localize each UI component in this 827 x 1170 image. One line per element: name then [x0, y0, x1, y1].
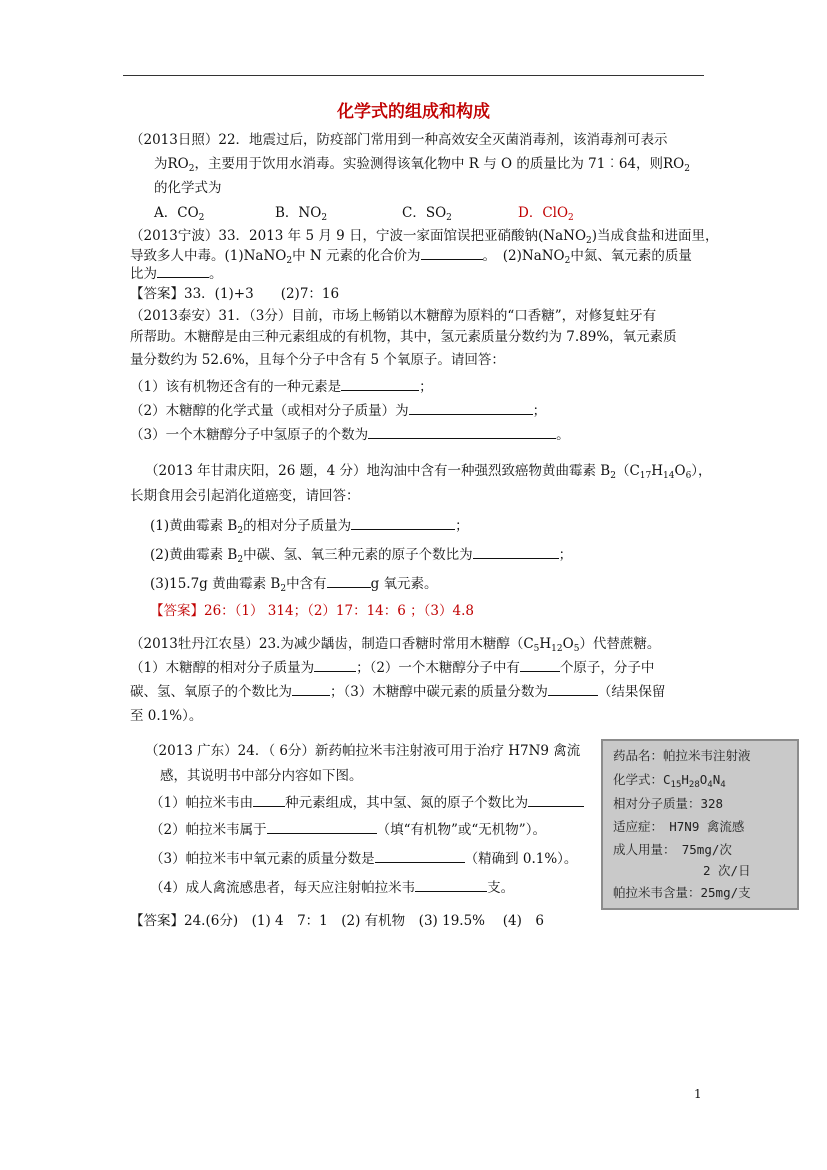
- q3-sub3: （3）一个木糖醇分子中氢原子的个数为 。: [130, 427, 570, 443]
- label-line-indication: 适应症： H7N9 禽流感: [613, 819, 745, 834]
- label-line-dosage: 成人用量： 75mg/次: [613, 842, 732, 857]
- page-title: 化学式的组成和构成: [337, 102, 490, 122]
- q1-option-b: B．$NO_2$: [275, 205, 328, 223]
- label-line-name: 药品名：帕拉米韦注射液: [613, 748, 751, 763]
- page-number: 1: [694, 1087, 702, 1101]
- q1-line2: 为$RO_2$，主要用于饮用水消毒。实验测得该氧化物中 R 与 O 的质量比为 71︰64，则$RO_2$: [154, 156, 690, 174]
- label-line-content: 帕拉米韦含量：25mg/支: [613, 885, 751, 900]
- header-rule: [123, 75, 704, 76]
- q6-line1: （2013 广东）24．（ 6分）新药帕拉米韦注射液可用于治疗 H7N9 禽流: [145, 743, 581, 759]
- q4-line1: （2013 年甘肃庆阳，26 题，4 分）地沟油中含有一种强烈致癌物黄曲霉素 $B_2(C_{17}H_{14}O_6)$，: [145, 463, 712, 481]
- q3-sub1: （1）该有机物还含有的一种元素是 ；: [130, 379, 433, 395]
- q2-line2: 导致多人中毒。(1)NaNO$_2$中 N 元素的化合价为 。 (2)NaNO$_2$中氮、氧元素的质量: [130, 248, 692, 266]
- q1-option-c: C．$SO_2$: [402, 205, 452, 223]
- q2-answer: 【答案】33．(1)+3 (2)7：16: [130, 286, 340, 302]
- q4-sub2: (2)黄曲霉素 $B_2$中碳、氢、氧三种元素的原子个数比为 ；: [150, 547, 573, 565]
- label-line-formula: 化学式：$C_{15}H_{28}O_4N_4$: [613, 772, 726, 790]
- q4-line2: 长期食用会引起消化道癌变，请回答：: [130, 488, 360, 504]
- q6-sub4: （4）成人禽流感患者，每天应注射帕拉米韦 支。: [150, 880, 515, 896]
- q2-line3: 比为 。: [130, 266, 223, 282]
- q5-line2: （1）木糖醇的相对分子质量为 ；（2）一个木糖醇分子中有 个原子，分子中: [130, 660, 655, 676]
- drug-label-image: [601, 739, 799, 910]
- q6-sub1: （1）帕拉米韦由 种元素组成，其中氢、氮的原子个数比为: [150, 797, 584, 811]
- q1-line3: 的化学式为: [154, 180, 222, 196]
- q4-sub3: (3)15.7g 黄曲霉素 $B_2$中含有 g 氧元素。: [150, 576, 438, 594]
- q5-line3: 碳、氢、氧原子的个数比为 ；（3）木糖醇中碳元素的质量分数为 （结果保留: [130, 684, 666, 700]
- q5-line4: 至 0.1%）。: [130, 708, 203, 724]
- q1-option-a: A．$CO_2$: [154, 205, 205, 223]
- q6-sub3: （3）帕拉米韦中氧元素的质量分数是 （精确到 0.1%）。: [150, 851, 578, 867]
- label-line-frequency: 2 次/日: [703, 863, 751, 878]
- q3-sub2: （2）木糖醇的化学式量（或相对分子质量）为 ；: [130, 403, 547, 419]
- q3-line2: 所帮助。木糖醇是由三种元素组成的有机物，其中，氢元素质量分数约为 7.89%，氧元素质: [130, 329, 677, 345]
- q1-line1: （2013日照）22．地震过后，防疫部门常用到一种高效安全灭菌消毒剂，该消毒剂可表示: [130, 132, 668, 148]
- q4-answer: 【答案】26：（1） 314；（2）17：14：6 ；（3）4.8: [150, 603, 474, 619]
- q3-line1: （2013泰安）31．（3分）目前，市场上畅销以木糖醇为原料的“口香糖”，对修复蛀牙有: [130, 308, 657, 324]
- q6-answer: 【答案】24.(6分) (1) 4 7：1 (2) 有机物 (3) 19.5% (4) 6: [130, 913, 544, 929]
- q1-option-d-answer: D．ClO$_2$: [518, 205, 574, 223]
- q5-line1: （2013牡丹江农垦）23.为减少龋齿，制造口香糖时常用木糖醇$(C_5H_{12}O_5)$代替蔗糖。: [130, 636, 661, 654]
- q2-line1: （2013宁波）33．2013 年 5 月 9 日，宁波一家面馆误把亚硝酸钠(NaNO$_2$)当成食盐和进面里，: [130, 228, 719, 246]
- q6-line2: 感，其说明书中部分内容如下图。: [160, 768, 363, 784]
- label-line-mass: 相对分子质量：328: [613, 796, 724, 811]
- q3-line3: 量分数约为 52.6%，且每个分子中含有 5 个氧原子。请回答：: [130, 352, 505, 368]
- q6-sub2: （2）帕拉米韦属于 （填“有机物”或“无机物”）。: [150, 822, 546, 838]
- q4-sub1: (1)黄曲霉素 $B_2$的相对分子质量为 ；: [150, 518, 469, 536]
